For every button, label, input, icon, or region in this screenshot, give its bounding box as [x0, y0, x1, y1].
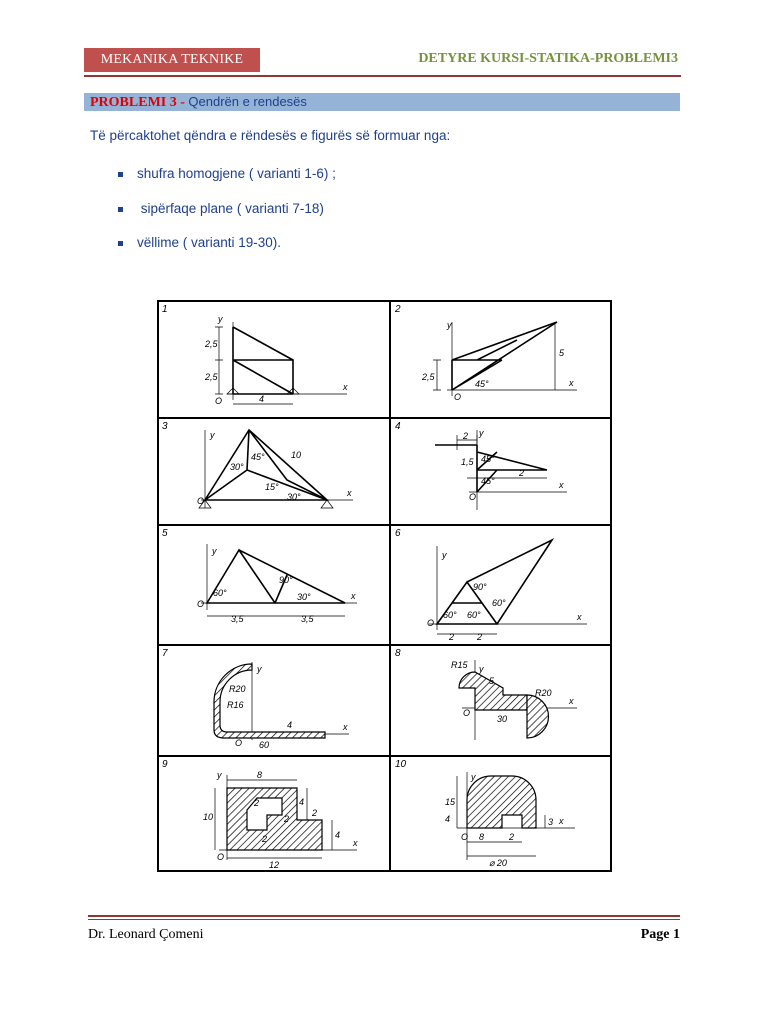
problem-label: PROBLEMI 3 -	[90, 95, 185, 110]
y-label: y	[210, 430, 215, 440]
figure-9-plane-shape	[203, 770, 358, 870]
truss-bars	[233, 327, 293, 394]
hatched-section	[227, 788, 322, 850]
dimension-label: 4	[445, 814, 451, 824]
panel-number: 4	[395, 421, 401, 432]
list-item	[118, 235, 281, 250]
grid-border	[158, 301, 611, 871]
dimension-label: 4	[299, 797, 305, 807]
dimension-label: 2	[449, 632, 455, 642]
header-course-title: MEKANIKA TEKNIKE	[84, 48, 260, 72]
figures-grid	[157, 300, 612, 872]
origin-label: O	[454, 392, 462, 402]
dimension-label: ⌀ 20	[489, 858, 507, 868]
x-label: x	[351, 591, 356, 601]
y-label: y	[447, 320, 452, 330]
angle-label: 45°	[481, 454, 495, 464]
origin-label: O	[215, 396, 223, 406]
bullet-icon	[118, 172, 123, 177]
header-divider	[84, 75, 681, 77]
dimension-label: 8	[257, 770, 263, 780]
y-label: y	[479, 664, 484, 674]
footer-author: Dr. Leonard Çomeni	[88, 927, 204, 942]
dimension-label: 10	[291, 450, 302, 460]
dimension-label: 3	[548, 817, 554, 827]
panel-number: 7	[162, 648, 168, 659]
origin-label: O	[217, 852, 225, 862]
x-label: x	[347, 488, 352, 498]
origin-label: O	[197, 599, 205, 609]
panel-number: 10	[395, 759, 407, 770]
hatched-section	[467, 776, 536, 828]
angle-label: 90°	[473, 582, 487, 592]
y-label: y	[212, 546, 217, 556]
dimension-label: 1,5	[461, 457, 474, 467]
y-label: y	[257, 664, 262, 674]
y-label: y	[217, 770, 222, 780]
x-label: x	[343, 382, 348, 392]
dimension-label: 2,5	[422, 372, 435, 382]
list-item-text: shufra homogjene ( varianti 1-6) ;	[137, 166, 336, 181]
angle-label: 30°	[297, 592, 311, 602]
dimension-label: 15	[445, 797, 456, 807]
list-item-text: vëllime ( varianti 19-30).	[137, 235, 282, 250]
figure-4-truss	[435, 428, 567, 510]
angle-label: 60°	[467, 610, 481, 620]
bullet-icon	[118, 241, 123, 246]
figure-3-truss	[197, 430, 353, 508]
dimension-label: 12	[269, 860, 280, 870]
angle-label: 60°	[492, 598, 506, 608]
x-label: x	[569, 696, 574, 706]
angle-label: 15°	[265, 482, 279, 492]
problem-topic: Qendrën e rendesës	[188, 94, 307, 109]
dimension-label: 2	[254, 798, 260, 808]
x-label: x	[569, 378, 574, 388]
panel-number: 5	[162, 528, 168, 539]
angle-label: 30°	[230, 462, 244, 472]
dimension-label: 60	[259, 740, 270, 750]
hatched-section	[527, 695, 549, 738]
angle-label: 90°	[279, 575, 293, 585]
footer-divider	[88, 915, 680, 917]
panel-number: 1	[162, 304, 168, 315]
figure-2-truss	[421, 320, 577, 402]
figure-1-truss	[204, 314, 348, 406]
x-label: x	[559, 480, 564, 490]
dimension-label: 2,5	[205, 372, 218, 382]
dimension-label: 5	[489, 676, 495, 686]
panel-number: 9	[162, 759, 168, 770]
list-item-text: sipërfaqe plane ( varianti 7-18)	[137, 201, 324, 216]
angle-label: 45°	[481, 476, 495, 486]
problem-intro: Të përcaktohet qëndra e rëndesës e figurës së formuar nga:	[90, 128, 451, 143]
y-label: y	[218, 314, 223, 324]
list-item	[118, 166, 336, 181]
panel-number: 2	[395, 304, 401, 315]
figure-8-plane-shape	[451, 660, 577, 740]
x-label: x	[577, 612, 582, 622]
panel-number: 8	[395, 648, 401, 659]
dimension-label: 4	[335, 830, 341, 840]
page-number: Page 1	[640, 927, 680, 942]
footer-divider	[88, 919, 680, 920]
support	[199, 500, 333, 508]
angle-label: 60°	[213, 588, 227, 598]
y-label: y	[442, 550, 447, 560]
x-label: x	[353, 838, 358, 848]
dimension-label: 3,5	[301, 614, 314, 624]
dimension-label: 2	[519, 468, 525, 478]
y-label: y	[471, 772, 476, 782]
radius-label: R15	[451, 660, 468, 670]
dimension-label: 2	[262, 834, 268, 844]
dimension-label: 2	[284, 814, 290, 824]
dimension-label: 30	[497, 714, 508, 724]
truss-bars	[452, 322, 557, 390]
header-assignment-title: DETYRE KURSI-STATIKA-PROBLEMI3	[418, 51, 678, 66]
angle-label: 45°	[475, 379, 489, 389]
origin-label: O	[469, 492, 477, 502]
bullet-icon	[118, 207, 123, 212]
figure-6-truss	[427, 540, 587, 642]
x-label: x	[559, 816, 564, 826]
dimension-label: 8	[479, 832, 485, 842]
radius-label: R16	[227, 700, 244, 710]
origin-label: O	[197, 496, 205, 506]
origin-label: O	[461, 832, 469, 842]
angle-label: 45°	[251, 452, 265, 462]
radius-label: R20	[229, 684, 246, 694]
dimension-label: 5	[559, 348, 565, 358]
panel-number: 6	[395, 528, 401, 539]
angle-label: 60°	[443, 610, 457, 620]
angle-label: 30°	[287, 492, 301, 502]
dimension-label: 2	[509, 832, 515, 842]
dimension-label: 2	[312, 808, 318, 818]
dimension-label: 4	[287, 720, 293, 730]
dimension-label: 10	[203, 812, 214, 822]
dimension-label: 3,5	[231, 614, 244, 624]
dimension-label: 2	[477, 632, 483, 642]
y-label: y	[479, 428, 484, 438]
origin-label: O	[427, 618, 435, 628]
x-label: x	[343, 722, 348, 732]
truss-bars	[207, 550, 345, 603]
dimension-label: 4	[259, 394, 265, 404]
panel-number: 3	[162, 421, 168, 432]
figure-7-plane-shape	[214, 662, 349, 750]
radius-label: R20	[535, 688, 552, 698]
origin-label: O	[235, 738, 243, 748]
figure-5-truss	[197, 544, 357, 624]
problem-heading	[84, 93, 680, 111]
dimension-label: 2	[463, 431, 469, 441]
figure-10-plane-shape	[445, 772, 575, 868]
origin-label: O	[463, 708, 471, 718]
dimension-label: 2,5	[205, 339, 218, 349]
list-item	[118, 201, 324, 216]
